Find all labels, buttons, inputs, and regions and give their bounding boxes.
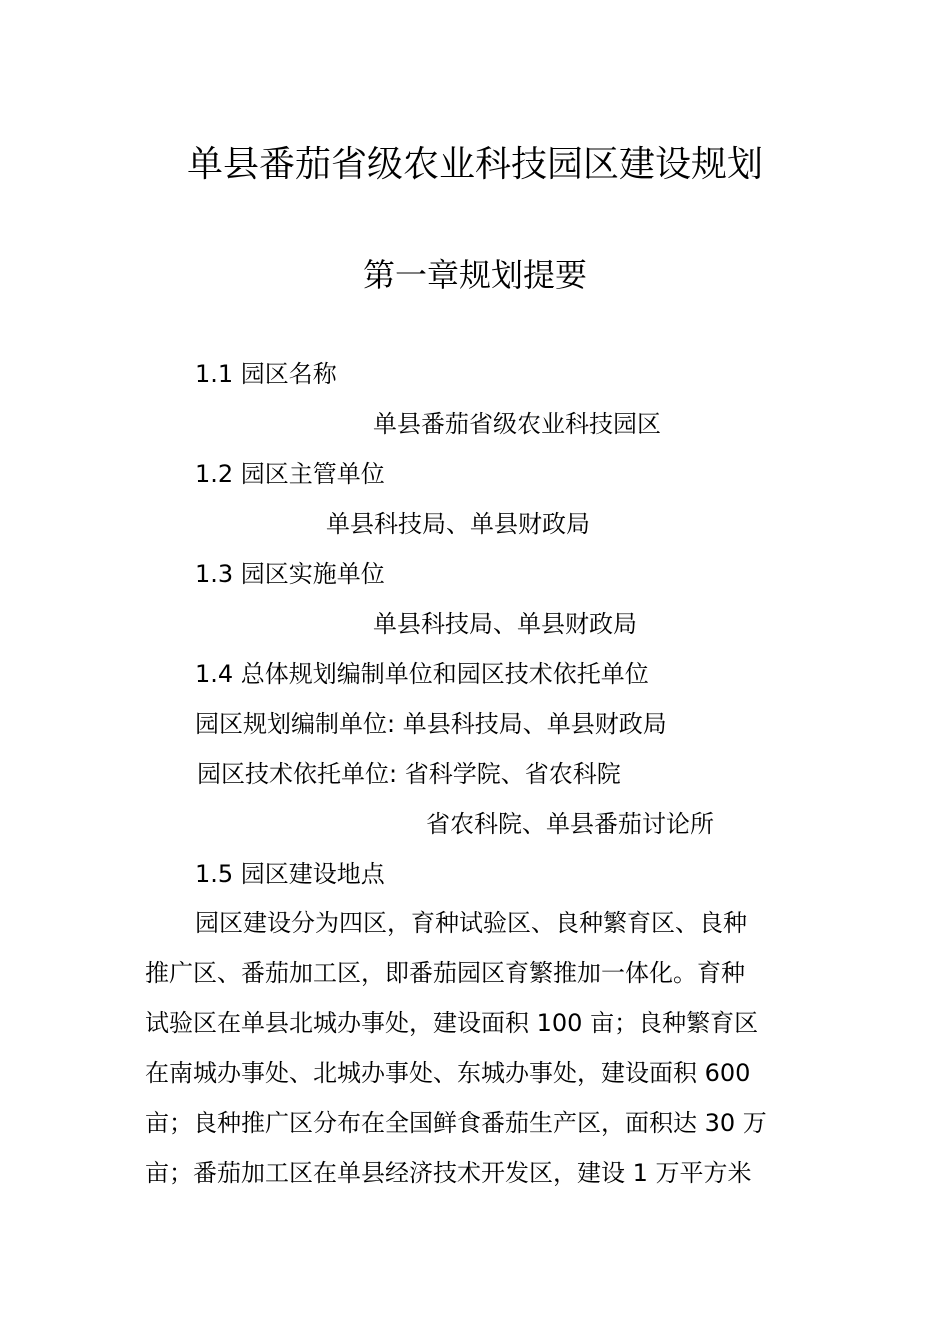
section-1-4-tech-unit: 园区技术依托单位: 省科学院、省农科院 (197, 760, 621, 788)
paragraph-line: 推广区、番茄加工区，即番茄园区育繁推加一体化。育种 (145, 959, 745, 987)
paragraph-line: 亩；番茄加工区在单县经济技术开发区，建设 1 万平方米 (145, 1159, 752, 1187)
section-1-3-heading: 1.3 园区实施单位 (195, 560, 385, 588)
section-1-4-heading: 1.4 总体规划编制单位和园区技术依托单位 (195, 660, 649, 688)
section-1-2-value: 单县科技局、单县财政局 (326, 510, 590, 538)
document-title: 单县番茄省级农业科技园区建设规划 (186, 144, 763, 185)
section-1-4-planning-unit: 园区规划编制单位: 单县科技局、单县财政局 (195, 710, 667, 738)
paragraph-line: 试验区在单县北城办事处，建设面积 100 亩；良种繁育区 (145, 1009, 759, 1037)
paragraph-line: 园区建设分为四区，育种试验区、良种繁育区、良种 (195, 909, 747, 937)
chapter-title: 第一章规划提要 (362, 256, 587, 294)
section-1-4-tech-unit-continued: 省农科院、单县番茄讨论所 (426, 810, 714, 838)
section-1-2-heading: 1.2 园区主管单位 (195, 460, 385, 488)
section-1-5-heading: 1.5 园区建设地点 (195, 860, 385, 888)
section-1-1-heading: 1.1 园区名称 (195, 360, 337, 388)
paragraph-line: 在南城办事处、北城办事处、东城办事处，建设面积 600 (145, 1059, 751, 1087)
paragraph-line: 亩；良种推广区分布在全国鲜食番茄生产区，面积达 30 万 (145, 1109, 767, 1137)
section-1-3-value: 单县科技局、单县财政局 (373, 610, 637, 638)
section-1-1-value: 单县番茄省级农业科技园区 (373, 410, 661, 438)
